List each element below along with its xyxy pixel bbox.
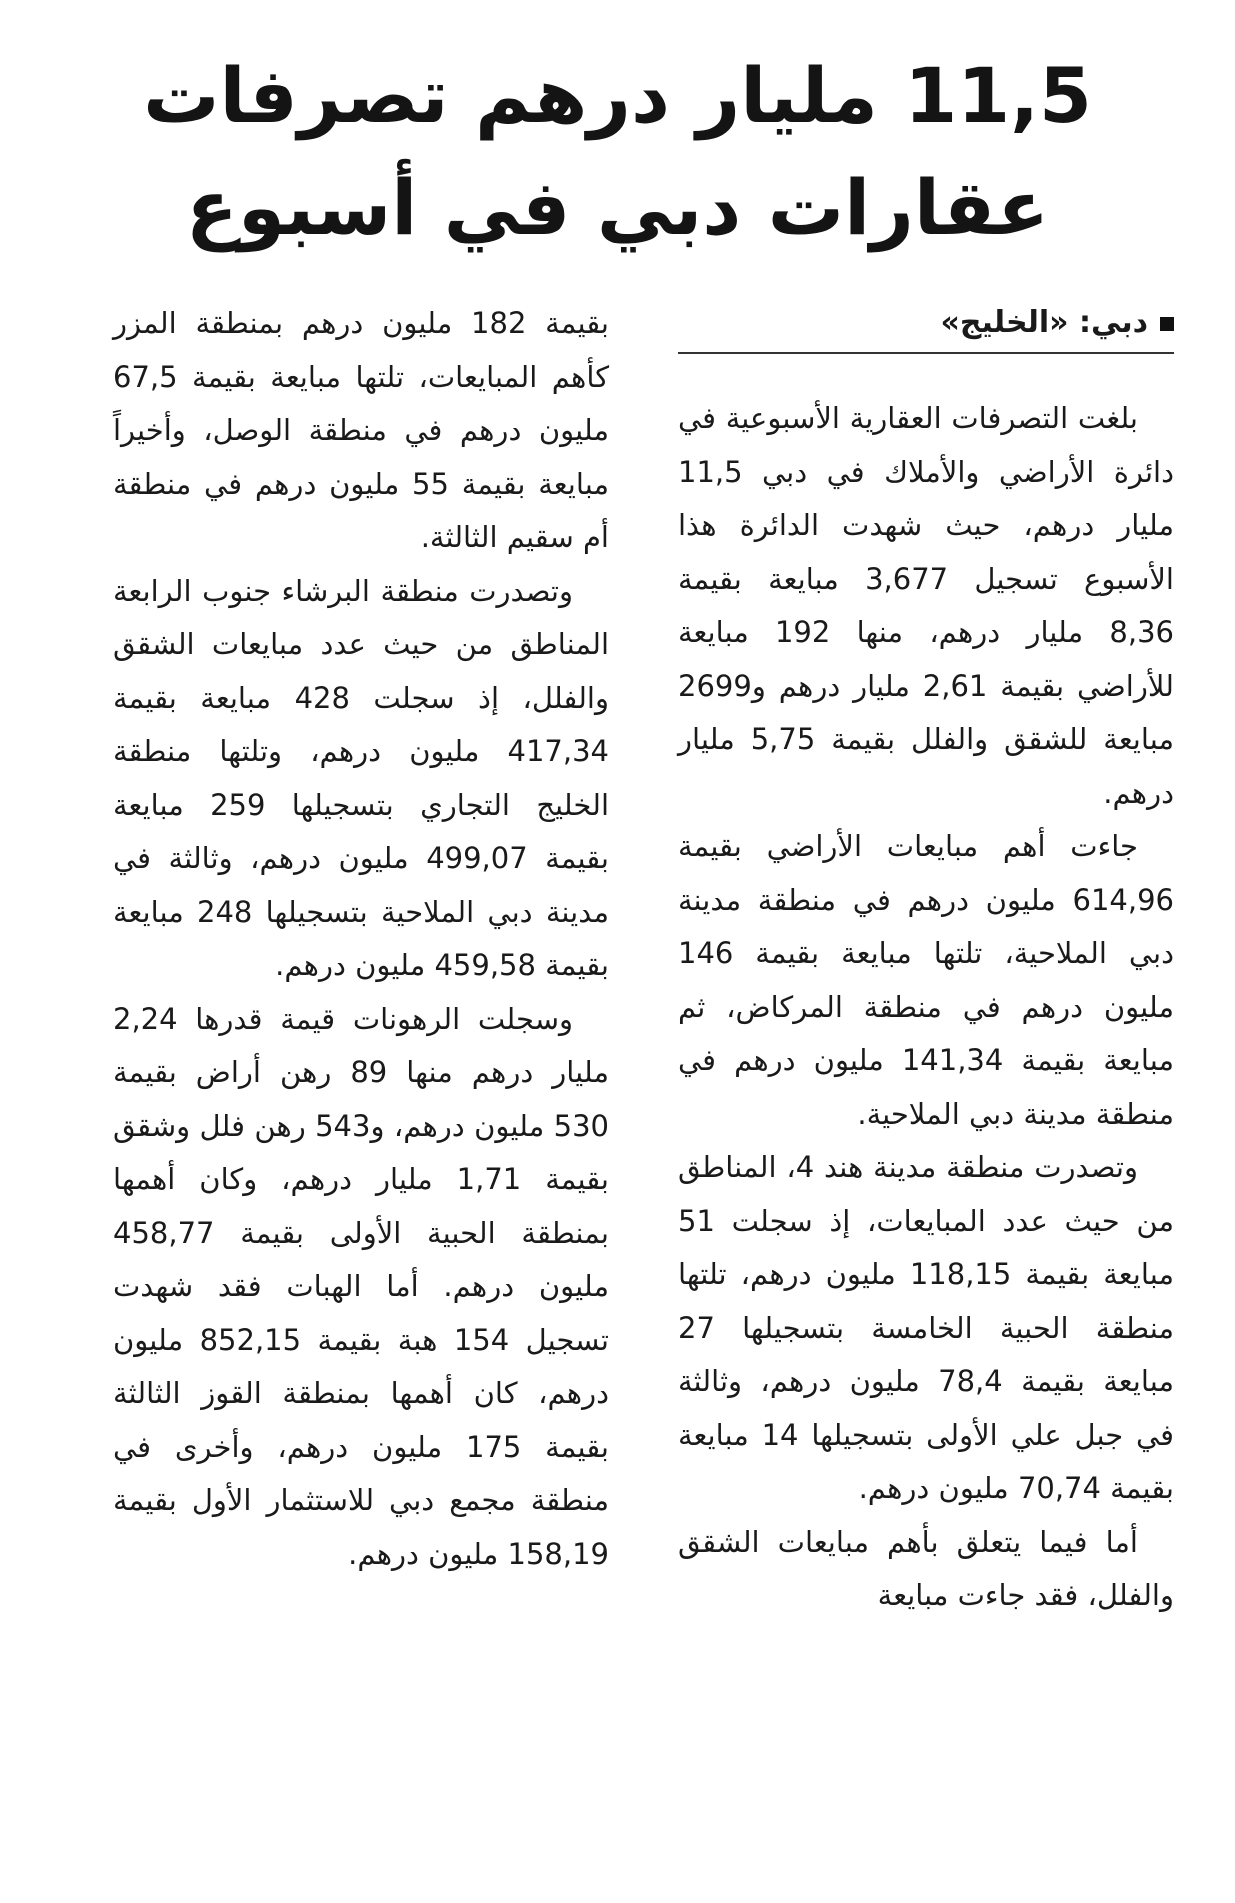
paragraph: بلغت التصرفات العقارية الأسبوعية في دائرة الأراضي والأملاك في دبي 11,5 مليار درهم، حيث شهدت الدائرة هذا الأسبوع تسجيل 3,677 مبايعة بقيمة 8,36 مليار درهم، منها 192 مبايعة للأراضي بقيمة 2,61 مليار درهم و2699 مبايعة للشقق والفلل بقيمة 5,75 مليار درهم. — [678, 401, 1174, 810]
byline — [678, 300, 1174, 354]
headline-line-2: عقارات دبي في أسبوع — [185, 163, 1050, 252]
paragraph: أما فيما يتعلق بأهم مبايعات الشقق والفلل، فقد جاءت مبايعة — [678, 1524, 1174, 1612]
headline — [0, 40, 1235, 264]
paragraph: جاءت أهم مبايعات الأراضي بقيمة 614,96 مليون درهم في منطقة مدينة دبي الملاحية، تلتها مبايعة بقيمة 146 مليون درهم في منطقة المركاض، ثم مبايعة بقيمة 141,34 مليون درهم في منطقة مدينة دبي الملاحية. — [678, 829, 1174, 1131]
bullet-square-icon — [1160, 317, 1174, 331]
article-column-right — [678, 392, 1174, 1623]
byline-text: دبي: «الخليج» — [940, 305, 1148, 340]
paragraph: وتصدرت منطقة مدينة هند 4، المناطق من حيث عدد المبايعات، إذ سجلت 51 مبايعة بقيمة 118,15 مليون درهم، تلتها منطقة الحبية الخامسة بتسجيلها 27 مبايعة بقيمة 78,4 مليون درهم، وثالثة في جبل علي الأولى بتسجيلها 14 مبايعة بقيمة 70,74 مليون درهم. — [678, 1150, 1174, 1505]
paragraph-continued: بقيمة 182 مليون درهم بمنطقة المزر كأهم المبايعات، تلتها مبايعة بقيمة 67,5 مليون درهم في منطقة الوصل، وأخيراً مبايعة بقيمة 55 مليون درهم في منطقة أم سقيم الثالثة. — [113, 306, 609, 554]
paragraph: وتصدرت منطقة البرشاء جنوب الرابعة المناطق من حيث عدد مبايعات الشقق والفلل، إذ سجلت 428 مبايعة بقيمة 417,34 مليون درهم، وتلتها منطقة الخليج التجاري بتسجيلها 259 مبايعة بقيمة 499,07 مليون درهم، وثالثة في مدينة دبي الملاحية بتسجيلها 248 مبايعة بقيمة 459,58 مليون درهم. — [113, 573, 610, 982]
paragraph: وسجلت الرهونات قيمة قدرها 2,24 مليار درهم منها 89 رهن أراض بقيمة 530 مليون درهم، و543 رهن فلل وشقق بقيمة 1,71 مليار درهم، وكان أهمها بمنطقة الحبية الأولى بقيمة 458,77 مليون درهم. أما الهبات فقد شهدت تسجيل 154 هبة بقيمة 852,15 مليون درهم، كان أهمها بمنطقة القوز الثالثة بقيمة 175 مليون درهم، وأخرى في منطقة مجمع دبي للاستثمار الأول بقيمة 158,19 مليون درهم. — [113, 1001, 610, 1571]
headline-line-1: 11,5 مليار درهم تصرفات — [143, 51, 1092, 140]
article-column-left — [113, 297, 609, 1581]
